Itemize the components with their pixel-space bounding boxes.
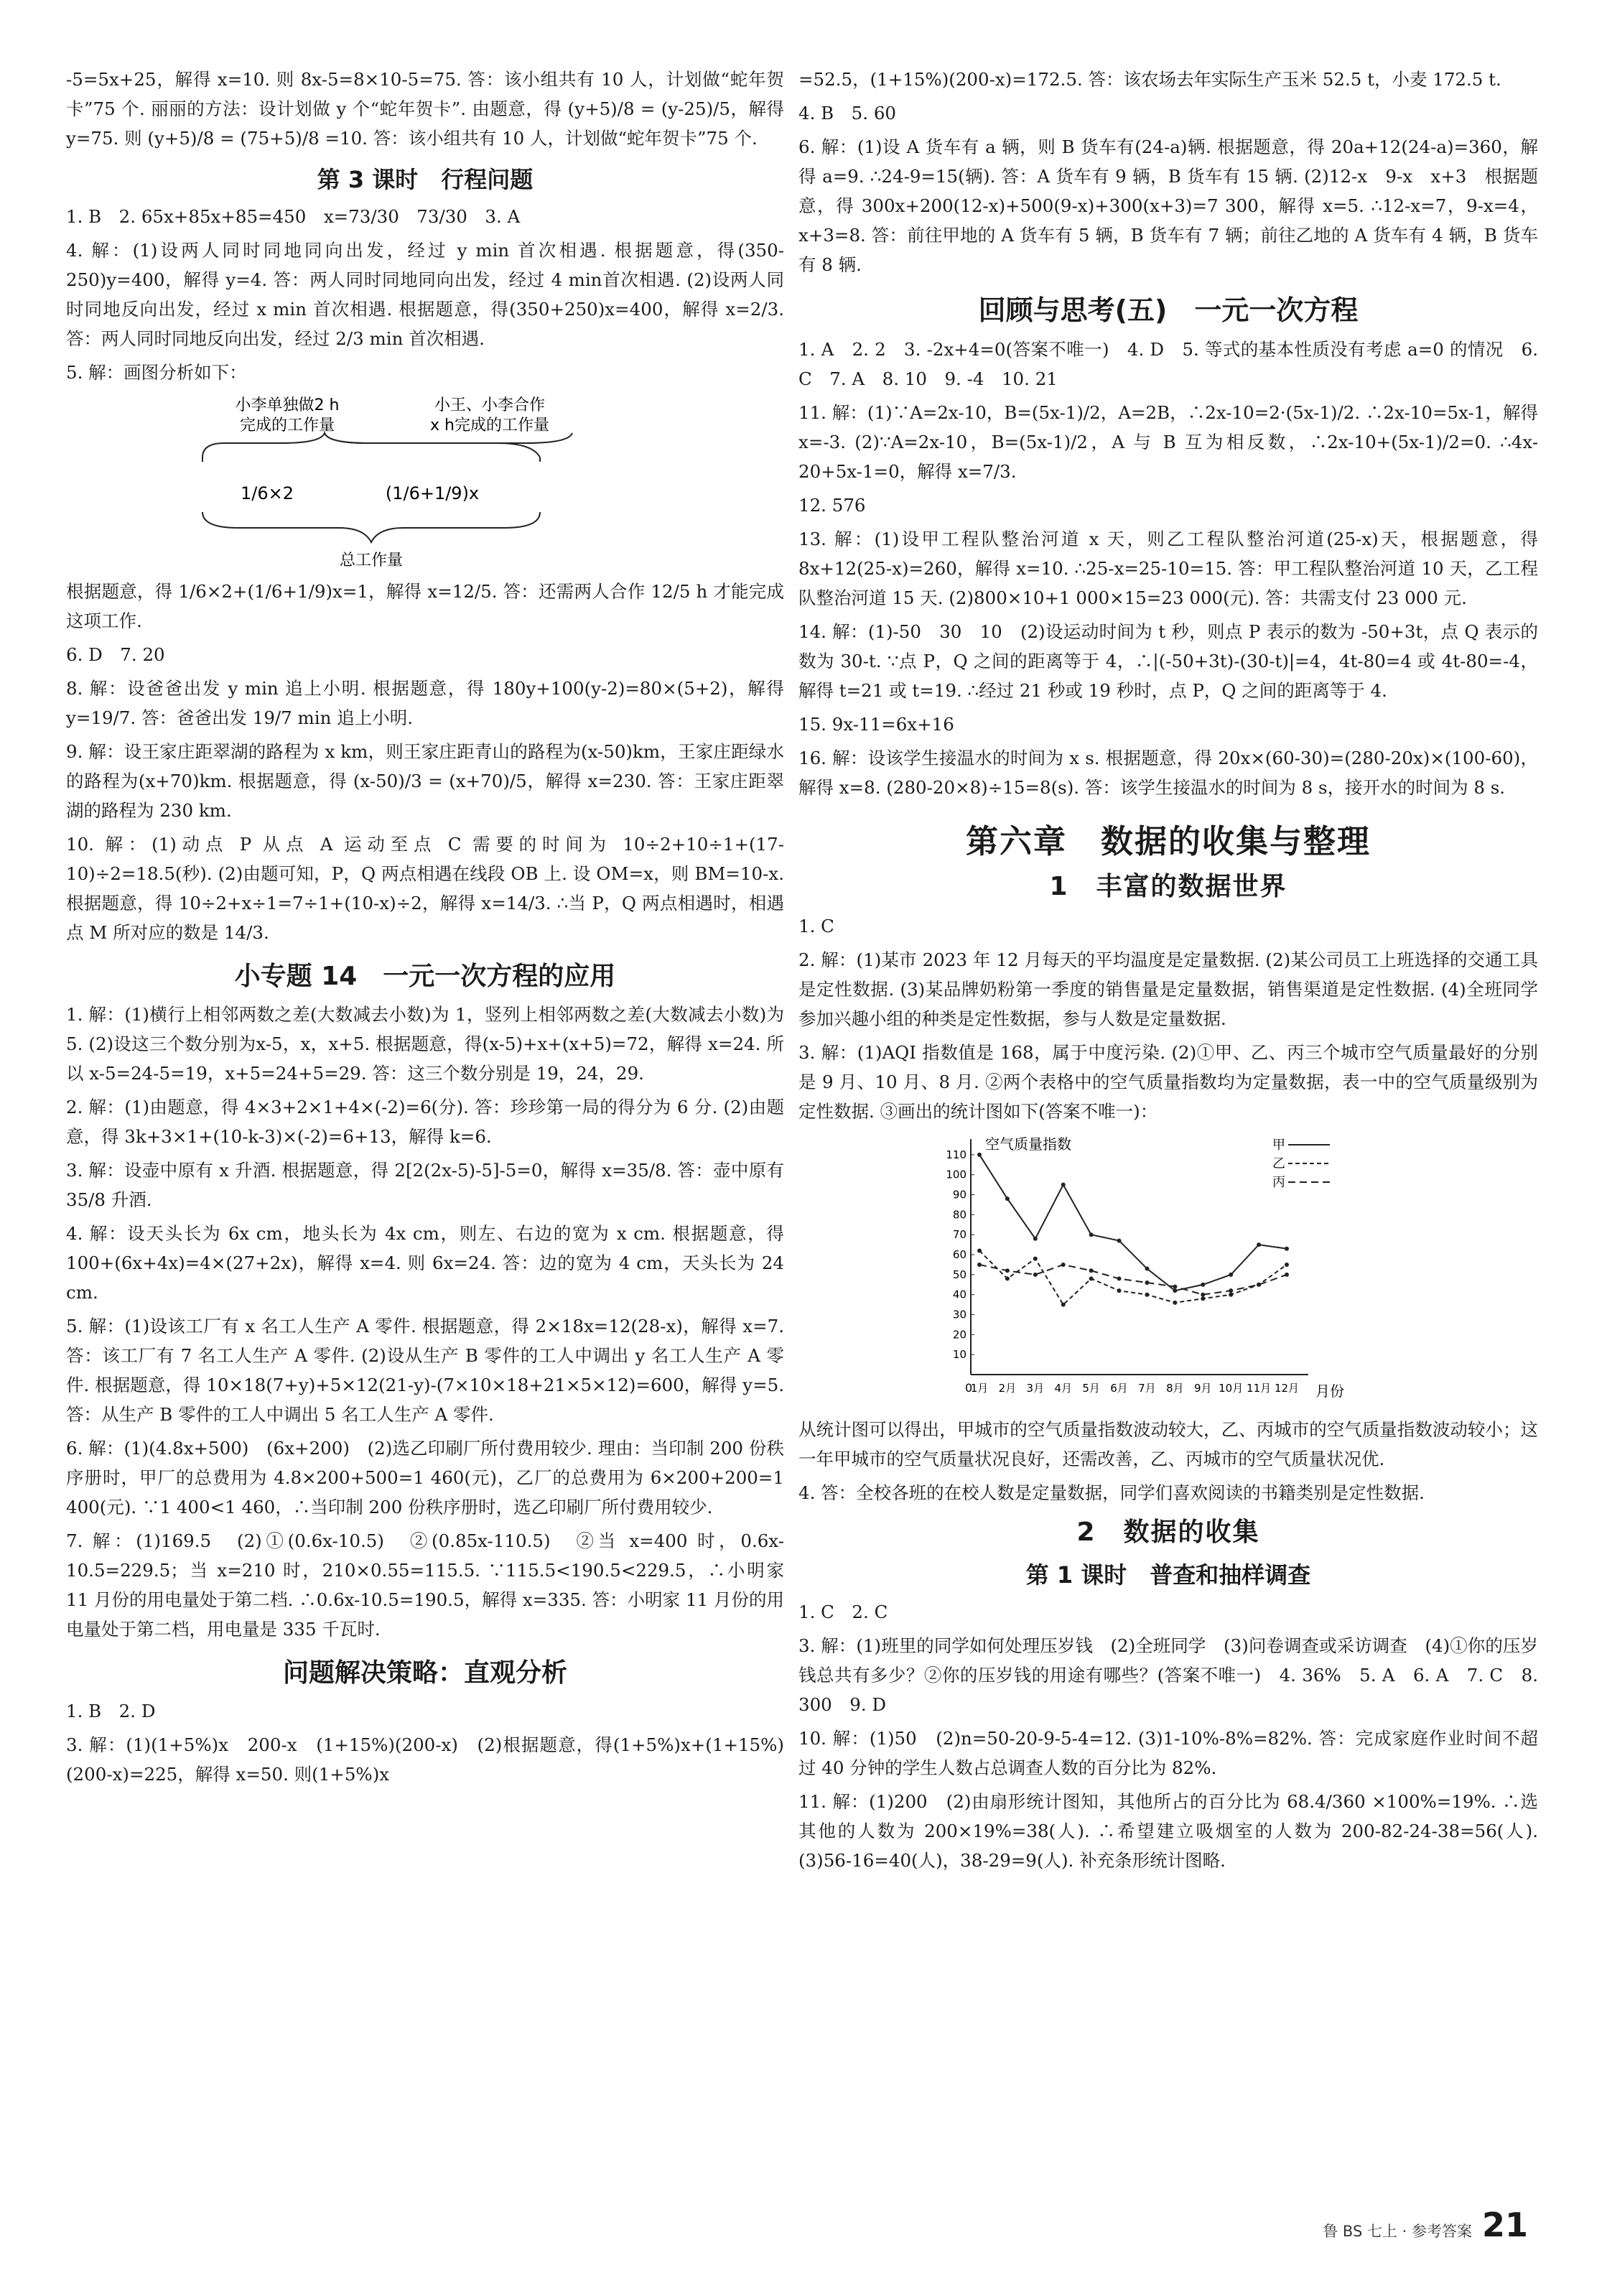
answer-item: 11. 解：(1)∵A=2x-10，B=(5x-1)/2，A=2B，∴2x-10=2·(5x-1)/2. ∴2x-10=5x-1，解得 x=-3. (2)∵A=2x-10，B=(5x-1)/2，A 与 B 互为相反数，∴2x-10+(5x-1)/2=0. ∴4x-20+5x-1=0，解得 x=7/3. xyxy=(798,402,1538,482)
data-point xyxy=(1033,1237,1038,1241)
x-tick-label: 10月 xyxy=(1219,1382,1244,1395)
answer-item: 5. 解：画图分析如下： xyxy=(66,362,247,383)
series-line-3 xyxy=(979,1265,1287,1295)
x-axis-label: 月份 xyxy=(1315,1382,1344,1400)
x-tick-label: 4月 xyxy=(1054,1382,1073,1395)
data-point xyxy=(1117,1288,1122,1293)
answer-item: 3. 解：(1)AQI 指数值是 168，属于中度污染. (2)①甲、乙、丙三个城市空气质量最好的分别是 9 月、10 月、8 月. ②两个表格中的空气质量指数均为定量数据，表一中的空气质量级别为定性数据. ③画出的统计图如下(答案不唯一)： xyxy=(798,1042,1538,1122)
y-tick-label: 50 xyxy=(952,1268,966,1281)
answer-item: 8. 解：设爸爸出发 y min 追上小明. 根据题意，得 180y+100(y-2)=80×(5+2)，解得 y=19/7. 答：爸爸出发 19/7 min 追上小明. xyxy=(66,678,784,728)
lesson-title: 第 1 课时 普查和抽样调查 xyxy=(1025,1561,1311,1589)
legend-label: 乙 xyxy=(1272,1156,1285,1171)
y-tick-label: 30 xyxy=(952,1308,966,1321)
diagram-fraction: 1/6×2 xyxy=(240,483,294,503)
answer-item: 5. 解：(1)设该工厂有 x 名工人生产 A 零件. 根据题意，得 2×18x=12(28-x)，解得 x=7. 答：该工厂有 7 名工人生产 A 零件. (2)设从生产 B 零件的工人中调出 y 名工人生产 A 零件. 根据题意，得 10×18(7+y)+5×12(21-y)-(7×10×18+21×5×12)=600，解得 y=5. 答：从生产 B 零件的工人中调出 5 名工人生产 A 零件. xyxy=(66,1316,784,1425)
answer-item: 1. B 2. D xyxy=(66,1701,156,1721)
answer-item: 2. 解：(1)某市 2023 年 12 月每天的平均温度是定量数据. (2)某公司员工上班选择的交通工具是定性数据. (3)某品牌奶粉第一季度的销售量是定量数据，销售渠道是定性数据. (4)全班同学参加兴趣小组的种类是定性数据，参与人数是定量数据. xyxy=(798,949,1538,1029)
answer-item: 3. 解：(1)(1+5%)x 200-x (1+15%)(200-x) (2)根据题意，得(1+5%)x+(1+15%)(200-x)=225，解得 x=50. 则(1+5%)x xyxy=(66,1734,784,1785)
data-point xyxy=(1285,1247,1289,1251)
section-title-data-collection: 2 数据的收集 xyxy=(1076,1518,1260,1547)
answer-item: 3. 解：(1)班里的同学如何处理压岁钱 (2)全班同学 (3)问卷调查或采访调查 (4)①你的压岁钱总共有多少？②你的压岁钱的用途有哪些？(答案不唯一) 4. 36% 5. A 6. A 7. C 8. 300 9. D xyxy=(798,1635,1538,1715)
answer-item: 16. 解：设该学生接温水的时间为 x s. 根据题意，得 20x×(60-30)=(280-20x)×(100-60)，解得 x=8. (280-20×8)÷15=8(s). 答：该学生接温水的时间为 8 s，接开水的时间为 8 s. xyxy=(798,748,1538,798)
paragraph: -5=5x+25，解得 x=10. 则 8x-5=8×10-5=75. 答：该小组共有 10 人，计划做“蛇年贺卡”75 个. 丽丽的方法：设计划做 y 个“蛇年贺卡”. 由题意，得 (y+5)/8 = (y-25)/5，解得 y=75. 则 (y+5)/8 = (75+5)/8 =10. 答：该小组共有 10 人，计划做“蛇年贺卡”75 个. xyxy=(66,69,784,149)
answer-item: 1. C 2. C xyxy=(798,1602,888,1622)
x-tick-label: 9月 xyxy=(1193,1382,1212,1395)
work-diagram xyxy=(195,391,597,572)
y-tick-label: 70 xyxy=(952,1228,966,1242)
answer-item: 2. 解：(1)由题意，得 4×3+2×1+4×(-2)=6(分). 答：珍珍第一局的得分为 6 分. (2)由题意，得 3k+3×1+(10-k-3)×(-2)=6+13，解得 k=6. xyxy=(66,1097,784,1147)
answer-item: 6. 解：(1)设 A 货车有 a 辆，则 B 货车有(24-a)辆. 根据题意，得 20a+12(24-a)=360，解得 a=9. ∴24-9=15(辆). 答：A 货车有 9 辆，B 货车有 15 辆. (2)12-x 9-x x+3 根据题意，得 300x+200(12-x)+500(9-x)+300(x+3)=7 300，解得 x=5. ∴12-x=7，9-x=4，x+3=8. 答：前往甲地的 A 货车有 5 辆，B 货车有 7 辆；前往乙地的 A 货车有 4 辆，B 货车有 8 辆. xyxy=(798,136,1538,275)
y-tick-label: 90 xyxy=(952,1188,966,1202)
answer-item: 从统计图可以得出，甲城市的空气质量指数波动较大，乙、丙城市的空气质量指数波动较小；这一年甲城市的空气质量状况良好，还需改善，乙、丙城市的空气质量状况优. xyxy=(798,1419,1538,1469)
data-point xyxy=(1257,1283,1261,1287)
x-tick-label: 3月 xyxy=(1026,1382,1045,1395)
y-tick-label: 10 xyxy=(952,1348,966,1362)
section-title-data-world: 1 丰富的数据世界 xyxy=(1049,872,1287,901)
page-number: 21 xyxy=(1481,2206,1528,2244)
x-tick-label: 11月 xyxy=(1247,1382,1272,1395)
chart-title: 空气质量指数 xyxy=(985,1135,1071,1153)
answer-item: 6. D 7. 20 xyxy=(66,644,165,665)
top-brace-right xyxy=(325,433,540,457)
diagram-label: x h完成的工作量 xyxy=(430,417,549,434)
data-point xyxy=(977,1263,982,1267)
x-tick-label: 2月 xyxy=(998,1382,1017,1395)
answer-item: 4. 答：全校各班的在校人数是定量数据，同学们喜欢阅读的书籍类别是定性数据. xyxy=(798,1482,1425,1503)
data-point xyxy=(1061,1183,1066,1187)
data-point xyxy=(1005,1276,1010,1281)
data-point xyxy=(1089,1232,1094,1237)
x-tick-label: 8月 xyxy=(1166,1382,1184,1395)
data-point xyxy=(1201,1283,1205,1287)
x-tick-label: 12月 xyxy=(1274,1382,1300,1395)
data-point xyxy=(977,1153,982,1157)
answer-item: 7. 解：(1)169.5 (2)①(0.6x-10.5) ②(0.85x-110.5) ②当 x=400 时，0.6x-10.5=229.5；当 x=210 时，210×0.55=115.5. ∵115.5<190.5<229.5，∴小明家 11 月份的用电量处于第二档. ∴0.6x-10.5=190.5，解得 x=335. 答：小明家 11 月份的用电量处于第二档，用电量是 335 千瓦时. xyxy=(66,1530,784,1640)
section-title-topic14: 小专题 14 一元一次方程的应用 xyxy=(234,962,616,991)
data-point xyxy=(1089,1276,1094,1281)
data-point xyxy=(1061,1303,1066,1307)
data-point xyxy=(1173,1288,1177,1293)
series-line-2 xyxy=(979,1250,1287,1304)
data-point xyxy=(1201,1296,1205,1301)
diagram-label: 总工作量 xyxy=(339,552,404,570)
section-title-review: 回顾与思考(五) 一元一次方程 xyxy=(978,294,1359,326)
data-point xyxy=(1033,1273,1038,1277)
section-title-travel: 第 3 课时 行程问题 xyxy=(317,166,534,193)
y-tick-label: 100 xyxy=(946,1168,966,1181)
data-point xyxy=(1229,1273,1233,1277)
answer-item: 13. 解：(1)设甲工程队整治河道 x 天，则乙工程队整治河道(25-x)天，根据题意，得 8x+12(25-x)=260，解得 x=10. ∴25-x=25-10=15. 答：甲工程队整治河道 10 天，乙工程队整治河道 15 天. (2)800×10+1 000×15=23 000(元). 答：共需支付 23 000 元. xyxy=(798,529,1538,608)
data-point xyxy=(1173,1285,1177,1289)
data-point xyxy=(1117,1239,1122,1243)
answer-item: 1. C xyxy=(798,916,834,936)
data-point xyxy=(1061,1263,1066,1267)
data-point xyxy=(1089,1268,1094,1273)
data-point xyxy=(1145,1267,1149,1271)
answer-item: 12. 576 xyxy=(798,495,866,516)
page-footer xyxy=(1323,2206,1528,2244)
answer-item: 根据题意，得 1/6×2+(1/6+1/9)x=1，解得 x=12/5. 答：还需两人合作 12/5 h 才能完成这项工作. xyxy=(66,581,784,631)
bottom-brace xyxy=(202,512,540,542)
data-point xyxy=(977,1248,982,1252)
answer-item: 14. 解：(1)-50 30 10 (2)设运动时间为 t 秒，则点 P 表示的数为 -50+3t，点 Q 表示的数为 30-t. ∵点 P，Q 之间的距离等于 4，∴|(-50+3t)-(30-t)|=4，4t-80=4 或 4t-80=-4，解得 t=21 或 t=19. ∴经过 21 秒或 19 秒时，点 P，Q 之间的距离等于 4. xyxy=(798,621,1538,701)
data-point xyxy=(1033,1257,1038,1261)
data-point xyxy=(1145,1281,1149,1285)
data-point xyxy=(1229,1288,1233,1293)
data-point xyxy=(1145,1293,1149,1297)
right-column xyxy=(798,65,1538,1879)
data-point xyxy=(1229,1293,1233,1297)
data-point xyxy=(1285,1273,1289,1277)
diagram-label: 完成的工作量 xyxy=(239,417,335,434)
x-tick-label: 5月 xyxy=(1082,1382,1100,1395)
answer-item: 4. B 5. 60 xyxy=(798,103,897,124)
y-tick-label: 110 xyxy=(946,1148,966,1161)
data-point xyxy=(1117,1276,1122,1281)
answer-item: 4. 解：设天头长为 6x cm，地头长为 4x cm，则左、右边的宽为 x cm. 根据题意，得 100+(6x+4x)=4×(27+2x)，解得 x=4. 则 6x=24. 答：边的宽为 4 cm，天头长为 24 cm. xyxy=(66,1223,784,1303)
section-title-strategy: 问题解决策略：直观分析 xyxy=(282,1658,567,1688)
chapter-title: 第六章 数据的收集与整理 xyxy=(965,822,1371,860)
footer-label: 鲁 BS 七上 · 参考答案 xyxy=(1323,2223,1472,2240)
answer-item: 10. 解：(1)动点 P 从点 A 运动至点 C 需要的时间为 10÷2+10÷1+(17-10)÷2=18.5(秒). (2)由题可知，P，Q 两点相遇在线段 OB 上. 设 OM=x，则 BM=10-x. 根据题意，得 10÷2+x÷1=7÷1+(10-x)÷2，解得 x=14/3. ∴当 P，Q 两点相遇时，相遇点 M 所对应的数是 14/3. xyxy=(66,834,784,943)
data-point xyxy=(1285,1263,1289,1267)
left-column xyxy=(66,65,784,1793)
y-tick-label: 80 xyxy=(952,1208,966,1222)
y-tick-label: 20 xyxy=(952,1328,966,1342)
answer-item: 10. 解：(1)50 (2)n=50-20-9-5-4=12. (3)1-10%-8%=82%. 答：完成家庭作业时间不超过 40 分钟的学生人数占总调查人数的百分比为 82%. xyxy=(798,1728,1538,1778)
answer-item: 3. 解：设壶中原有 x 升酒. 根据题意，得 2[2(2x-5)-5]-5=0，解得 x=35/8. 答：壶中原有 35/8 升酒. xyxy=(66,1160,784,1210)
x-tick-label: 7月 xyxy=(1138,1382,1156,1395)
origin-label: 0 xyxy=(965,1381,973,1395)
data-point xyxy=(1201,1293,1205,1297)
aqi-line-chart xyxy=(928,1130,1359,1410)
legend-label: 丙 xyxy=(1272,1175,1285,1190)
answer-item: =52.5，(1+15%)(200-x)=172.5. 答：该农场去年实际生产玉米 52.5 t，小麦 172.5 t. xyxy=(798,69,1501,90)
answer-item: 11. 解：(1)200 (2)由扇形统计图知，其他所占的百分比为 68.4/360 ×100%=19%. ∴选其他的人数为 200×19%=38(人). ∴希望建立吸烟室的人数为 200-82-24-38=56(人). (3)56-16=40(人)，38-29=9(人). 补充条形统计图略. xyxy=(798,1791,1538,1871)
answer-item: 9. 解：设王家庄距翠湖的路程为 x km，则王家庄距青山的路程为(x-50)km，王家庄距绿水的路程为(x+70)km. 根据题意，得 (x-50)/3 = (x+70)/5，解得 x=230. 答：王家庄距翠湖的路程为 230 km. xyxy=(66,741,784,821)
diagram-label: 小王、小李合作 xyxy=(434,396,546,414)
x-tick-label: 6月 xyxy=(1110,1382,1128,1395)
data-point xyxy=(1257,1242,1261,1247)
x-tick-label: 1月 xyxy=(970,1382,989,1395)
answer-item: 1. B 2. 65x+85x+85=450 x=73/30 73/30 3. A xyxy=(66,206,521,227)
data-point xyxy=(1005,1268,1010,1273)
answer-item: 15. 9x-11=6x+16 xyxy=(798,714,954,735)
data-point xyxy=(1173,1301,1177,1305)
legend-label: 甲 xyxy=(1272,1138,1285,1153)
answer-item: 4. 解：(1)设两人同时同地同向出发，经过 y min 首次相遇. 根据题意，得(350-250)y=400，解得 y=4. 答：两人同时同地同向出发，经过 4 min首次相遇. (2)设两人同时同地反向出发，经过 x min 首次相遇. 根据题意，得(350+250)x=400，解得 x=2/3. 答：两人同时同地反向出发，经过 2/3 min 首次相遇. xyxy=(66,240,784,349)
answer-item: 1. A 2. 2 3. -2x+4=0(答案不唯一) 4. D 5. 等式的基本性质没有考虑 a=0 的情况 6. C 7. A 8. 10 9. -4 10. 21 xyxy=(798,339,1538,389)
series-line-1 xyxy=(979,1155,1287,1291)
data-point xyxy=(1005,1196,1010,1201)
y-tick-label: 40 xyxy=(952,1288,966,1301)
answer-item: 6. 解：(1)(4.8x+500) (6x+200) (2)选乙印刷厂所付费用较少. 理由：当印制 200 份秩序册时，甲厂的总费用为 4.8×200+500=1 460(元)，乙厂的总费用为 6×200+200=1 400(元). ∵1 400<1 460，∴当印制 200 份秩序册时，选乙印刷厂所付费用较少. xyxy=(66,1438,784,1518)
y-tick-label: 60 xyxy=(952,1248,966,1262)
diagram-label: 小李单独做2 h xyxy=(235,396,340,414)
answer-item: 1. 解：(1)横行上相邻两数之差(大数减去小数)为 1，竖列上相邻两数之差(大数减去小数)为 5. (2)设这三个数分别为x-5，x，x+5. 根据题意，得(x-5)+x+(x+5)=72，解得 x=24. 所以 x-5=24-5=19，x+5=24+5=29. 答：这三个数分别是 19，24，29. xyxy=(66,1004,784,1084)
diagram-fraction: (1/6+1/9)x xyxy=(385,483,480,503)
